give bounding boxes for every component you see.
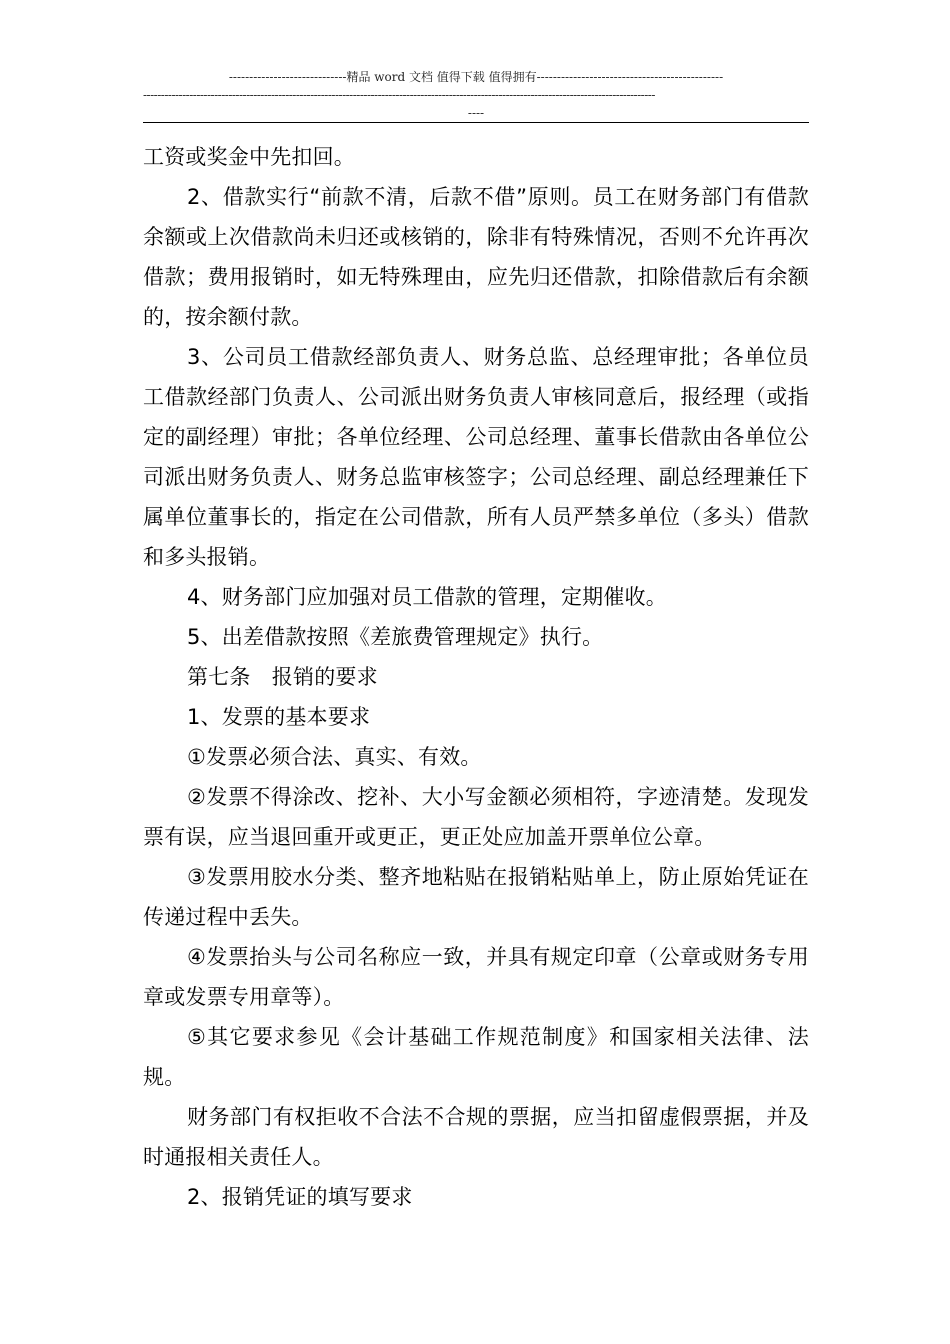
header-dash-line: ------------------------------------------------------------------------------------------------------------------------------------------------ (143, 88, 655, 102)
subsection-heading: 1、发票的基本要求 (187, 705, 371, 729)
paragraph: 3、公司员工借款经部负责人、财务总监、总经理审批；各单位员工借款经部门负责人、公司派出财务负责人审核同意后，报经理（或指定的副经理）审批；各单位经理、公司总经理、董事长借款由各单位公司派出财务负责人、财务总监审核签字；公司总经理、副总经理兼任下属单位董事长的，指定在公司借款，所有人员严禁多单位（多头）借款和多头报销。 (143, 345, 809, 569)
paragraph: 4、财务部门应加强对员工借款的管理，定期催收。 (187, 585, 667, 609)
list-item: ④发票抬头与公司名称应一致，并具有规定印章（公章或财务专用章或发票专用章等）。 (143, 945, 809, 1009)
paragraph: 财务部门有权拒收不合法不合规的票据，应当扣留虚假票据，并及时通报相关责任人。 (143, 1105, 809, 1169)
list-item: ⑤其它要求参见《会计基础工作规范制度》和国家相关法律、法规。 (143, 1025, 809, 1089)
list-item: ②发票不得涂改、挖补、大小写金额必须相符，字迹清楚。发现发票有误，应当退回重开或更正，更正处应加盖开票单位公章。 (143, 785, 809, 849)
section-heading: 第七条 报销的要求 (187, 665, 378, 689)
header-banner: -----------------------------精品 word 文档 值得下载 值得拥有---------------------------------------------- (228, 70, 724, 84)
header-rule (143, 122, 809, 123)
list-item: ①发票必须合法、真实、有效。 (187, 745, 482, 769)
paragraph: 5、出差借款按照《差旅费管理规定》执行。 (187, 625, 604, 649)
paragraph: 2、借款实行“前款不清，后款不借”原则。员工在财务部门有借款余额或上次借款尚未归还或核销的，除非有特殊情况，否则不允许再次借款；费用报销时，如无特殊理由，应先归还借款，扣除借款后有余额的，按余额付款。 (143, 185, 809, 329)
paragraph: 工资或奖金中先扣回。 (143, 145, 355, 169)
subsection-heading: 2、报销凭证的填写要求 (187, 1185, 413, 1209)
list-item: ③发票用胶水分类、整齐地粘贴在报销粘贴单上，防止原始凭证在传递过程中丢失。 (143, 865, 809, 929)
document-body (143, 137, 809, 1217)
page-header (143, 68, 809, 122)
header-dash-tail: ---- (467, 106, 485, 120)
